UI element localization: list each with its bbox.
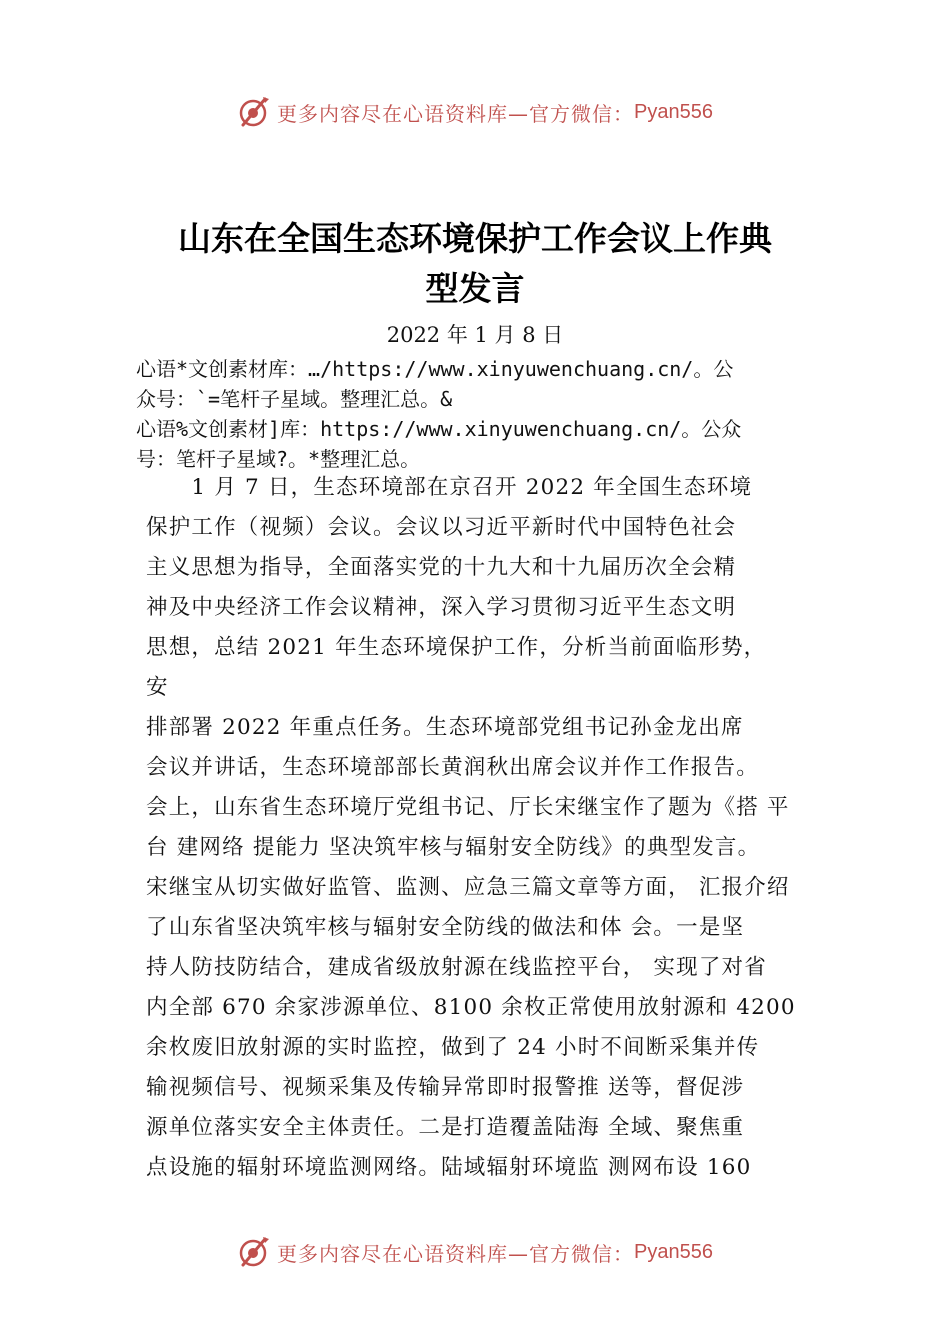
document-title [0, 214, 950, 314]
body-line: 台 建网络 提能力 坚决筑牢核与辐射安全防线》的典型发言。 [146, 835, 761, 860]
pen-logo-icon [237, 95, 271, 129]
source-line: 心语%文创素材]库：https://www.xinyuwenchuang.cn/。公众 [136, 417, 742, 441]
body-line: 思想，总结 2021 年生态环境保护工作，分析当前面临形势， [146, 635, 767, 660]
body-line: 会议并讲话，生态环境部部长黄润秋出席会议并作工作报告。 [146, 755, 759, 780]
body-line: 宋继宝从切实做好监管、监测、应急三篇文章等方面， 汇报介绍 [146, 875, 790, 900]
banner-text: 更多内容尽在心语资料库—官方微信： [277, 101, 635, 126]
wechat-id: Pyan556 [634, 100, 713, 123]
body-line: 排部署 2022 年重点任务。生态环境部党组书记孙金龙出席 [146, 715, 744, 740]
body-line: 安 [146, 675, 169, 700]
body-line: 点设施的辐射环境监测网络。陆域辐射环境监 测网布设 160 [146, 1155, 752, 1180]
pen-logo-icon [237, 1235, 271, 1269]
source-line: 众号：`=笔杆子星域。整理汇总。& [136, 387, 453, 411]
banner-text: 更多内容尽在心语资料库—官方微信： [277, 1241, 635, 1266]
body-line: 源单位落实安全主体责任。二是打造覆盖陆海 全域、聚焦重 [146, 1115, 745, 1140]
source-line: 号：笔杆子星域?。*整理汇总。 [136, 447, 421, 471]
footer-banner [0, 1232, 950, 1272]
body-line: 内全部 670 余家涉源单位、8100 余枚正常使用放射源和 4200 [146, 995, 796, 1020]
document-date: 2022 年 1 月 8 日 [386, 323, 564, 347]
body-line: 持人防技防结合，建成省级放射源在线监控平台， 实现了对省 [146, 955, 767, 980]
body-line: 神及中央经济工作会议精神，深入学习贯彻习近平生态文明 [146, 595, 737, 620]
body-line: 余枚废旧放射源的实时监控，做到了 24 小时不间断采集并传 [146, 1035, 760, 1060]
body-line: 1 月 7 日，生态环境部在京召开 2022 年全国生态环境 [146, 475, 753, 500]
header-banner [0, 92, 950, 132]
body-line: 主义思想为指导，全面落实党的十九大和十九届历次全会精 [146, 555, 737, 580]
body-line: 会上，山东省生态环境厅党组书记、厅长宋继宝作了题为《搭 平 [146, 795, 790, 820]
body-line: 输视频信号、视频采集及传输异常即时报警推 送等，督促涉 [146, 1075, 745, 1100]
wechat-id: Pyan556 [634, 1240, 713, 1263]
title-line-2: 型发言 [425, 269, 525, 308]
source-line: 心语*文创素材库：…/https://www.xinyuwenchuang.cn/。公 [136, 357, 734, 381]
body-line: 了山东省坚决筑牢核与辐射安全防线的做法和体 会。一是坚 [146, 915, 745, 940]
title-line-1: 山东在全国生态环境保护工作会议上作典 [178, 219, 772, 258]
body-line: 保护工作（视频）会议。会议以习近平新时代中国特色社会 [146, 515, 737, 540]
